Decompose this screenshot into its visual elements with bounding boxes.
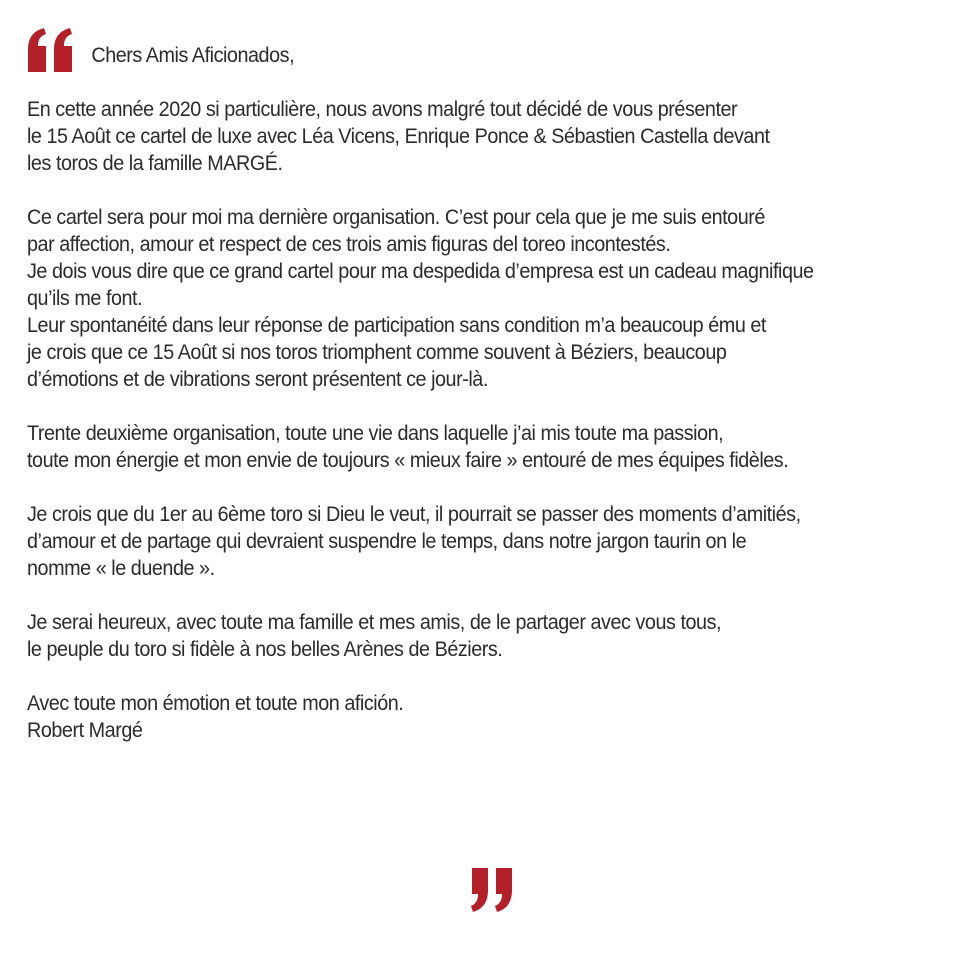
- paragraph-line: Je serai heureux, avec toute ma famille et mes amis, de le partager avec vous tous,: [27, 610, 722, 634]
- paragraph-line: Je crois que du 1er au 6ème toro si Dieu le veut, il pourrait se passer des moments d’amitiés,: [27, 502, 801, 526]
- paragraph-line: par affection, amour et respect de ces trois amis figuras del toreo incontestés.: [27, 232, 671, 256]
- closing-line: Avec toute mon émotion et toute mon afición.: [27, 691, 404, 715]
- paragraph-line: je crois que ce 15 Août si nos toros triomphent comme souvent à Béziers, beaucoup: [27, 340, 727, 364]
- paragraph-line: Trente deuxième organisation, toute une vie dans laquelle j’ai mis toute ma passion,: [27, 421, 724, 445]
- salutation: Chers Amis Aficionados,: [91, 43, 295, 67]
- paragraph-line: Leur spontanéité dans leur réponse de participation sans condition m’a beaucoup ému et: [27, 313, 766, 337]
- paragraph-5: [27, 609, 873, 663]
- closing-quote-icon: [468, 866, 520, 918]
- paragraph-line: Ce cartel sera pour moi ma dernière organisation. C’est pour cela que je me suis entouré: [27, 205, 765, 229]
- paragraph-2: [27, 204, 873, 393]
- paragraph-line: Je dois vous dire que ce grand cartel pour ma despedida d’empresa est un cadeau magnifique: [27, 259, 814, 283]
- paragraph-line: d’émotions et de vibrations seront présentent ce jour-là.: [27, 367, 488, 391]
- paragraph-1: [27, 96, 873, 177]
- paragraph-line: nomme « le duende ».: [27, 556, 215, 580]
- signature: Robert Margé: [27, 718, 143, 742]
- paragraph-line: le peuple du toro si fidèle à nos belles Arènes de Béziers.: [27, 637, 503, 661]
- paragraph-line: qu’ils me font.: [27, 286, 143, 310]
- paragraph-line: le 15 Août ce cartel de luxe avec Léa Vicens, Enrique Ponce & Sébastien Castella devant: [27, 124, 770, 148]
- paragraph-3: [27, 420, 873, 474]
- paragraph-4: [27, 501, 873, 582]
- paragraph-line: les toros de la famille MARGÉ.: [27, 151, 283, 175]
- paragraph-line: d’amour et de partage qui devraient suspendre le temps, dans notre jargon taurin on le: [27, 529, 747, 553]
- letter-body: [27, 42, 873, 744]
- paragraph-line: En cette année 2020 si particulière, nous avons malgré tout décidé de vous présenter: [27, 97, 738, 121]
- paragraph-line: toute mon énergie et mon envie de toujours « mieux faire » entouré de mes équipes fidèles.: [27, 448, 789, 472]
